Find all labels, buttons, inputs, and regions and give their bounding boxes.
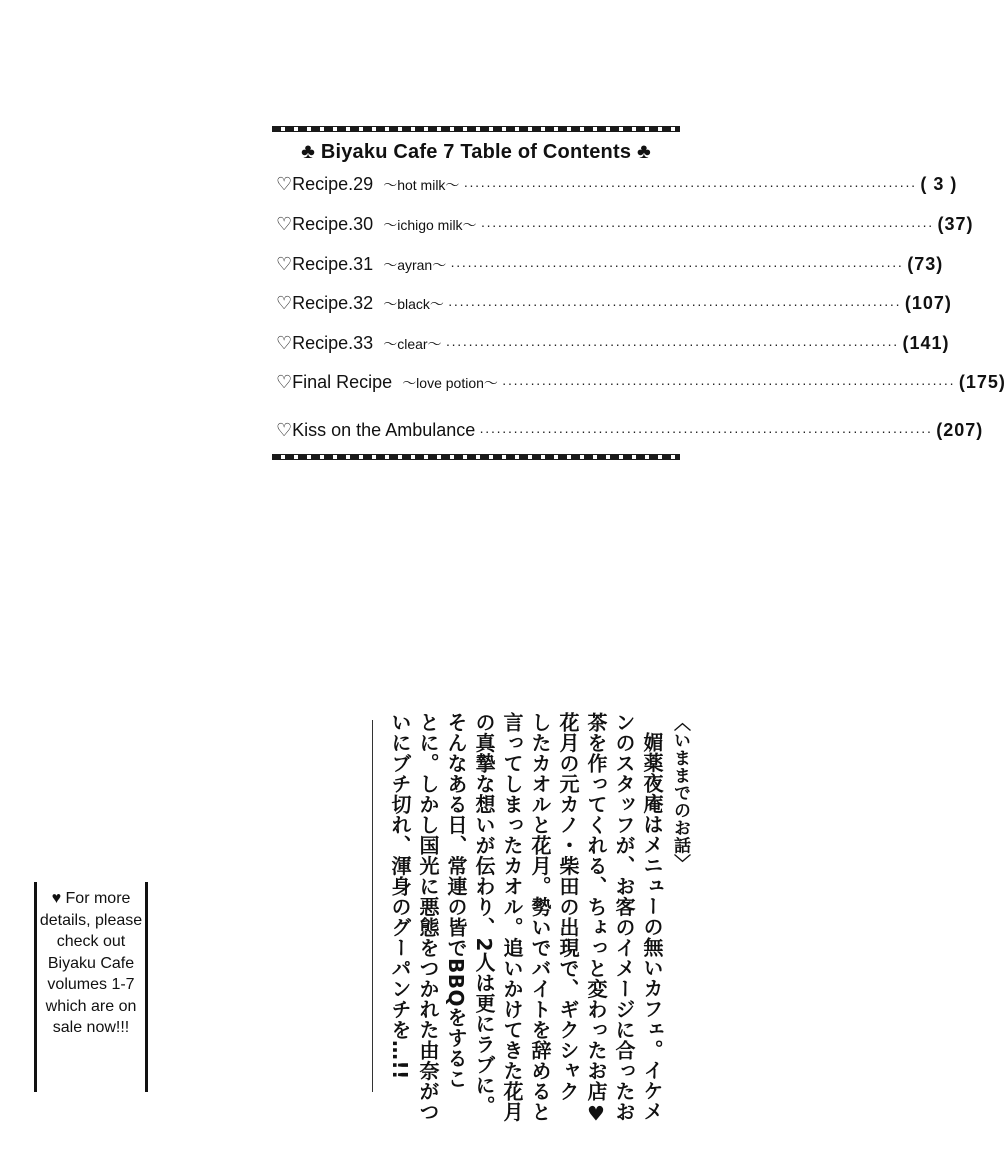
toc-entry-subtitle: 〜ayran〜	[383, 257, 447, 273]
heart-icon: ♡	[276, 254, 293, 274]
toc-entry-subtitle: 〜black〜	[383, 296, 444, 312]
toc-entry-page: (37)	[937, 214, 974, 234]
heart-icon: ♡	[276, 214, 293, 234]
toc-entry-subtitle: 〜clear〜	[383, 336, 442, 352]
toc-entry-leader-dots: ················································································	[501, 375, 955, 391]
table-of-contents	[272, 124, 1006, 462]
toc-entry-leader-dots: ················································································	[450, 257, 904, 273]
toc-entry-leader-dots: ················································································	[463, 177, 917, 193]
toc-entry-page: (141)	[902, 333, 950, 353]
synopsis-column: 茶を作ってくれる、ちょっと変わったお店♥	[584, 712, 608, 1126]
synopsis-column: 言ってしまったカオル。追いかけてきた花月	[500, 712, 524, 1122]
synopsis-column: の真摯な想いが伝わり、2人は更にラブに。	[472, 712, 496, 1116]
note-left-bar	[34, 882, 37, 1092]
toc-entry	[276, 293, 952, 319]
note-box	[34, 882, 148, 1092]
heart-icon: ♡	[276, 174, 293, 194]
synopsis-divider	[372, 720, 373, 1092]
toc-entry-subtitle: 〜ichigo milk〜	[383, 217, 477, 233]
heart-icon: ♡	[276, 293, 293, 313]
toc-entry-label: Recipe.30	[292, 214, 374, 234]
synopsis-column: 媚薬夜庵はメニューの無いカフェ。イケメ	[640, 732, 664, 1122]
toc-entry-page: ( 3 )	[920, 174, 958, 194]
heart-icon: ♡	[276, 333, 293, 353]
synopsis-column: そんなある日、常連の皆でBBQをするこ	[444, 712, 468, 1089]
toc-entry	[276, 214, 974, 240]
toc-title-text: Biyaku Cafe 7 Table of Contents	[320, 141, 632, 163]
toc-entry-label: Recipe.29	[292, 174, 374, 194]
note-right-bar	[145, 882, 148, 1092]
toc-entry-label: Recipe.31	[292, 254, 374, 274]
club-icon: ♣	[301, 140, 316, 163]
toc-top-rule	[272, 126, 680, 132]
toc-title	[272, 140, 680, 164]
toc-entry-label: Final Recipe	[292, 372, 393, 392]
toc-entry-label: Recipe.32	[292, 293, 374, 313]
toc-entry-page: (207)	[936, 420, 984, 440]
toc-entry	[276, 254, 944, 280]
toc-entry-page: (175)	[958, 372, 1006, 392]
synopsis-column: いにブチ切れ、渾身のグーパンチを…!!	[388, 712, 412, 1080]
toc-entry-page: (73)	[907, 254, 944, 274]
synopsis-column: 花月の元カノ・柴田の出現で、ギクシャク	[556, 712, 580, 1102]
club-icon: ♣	[636, 140, 651, 163]
toc-entry-subtitle: 〜love potion〜	[402, 375, 498, 391]
toc-entry-leader-dots: ················································································	[445, 336, 899, 352]
heart-icon: ♡	[276, 420, 293, 440]
note-text: ♥ For more details, please check out Biyaku Cafe volumes 1-7 which are on sale now!!!	[39, 890, 143, 1036]
toc-entry-label: Recipe.33	[292, 333, 374, 353]
toc-entry-label: Kiss on the Ambulance	[292, 420, 476, 440]
toc-entry-leader-dots: ················································································	[479, 423, 933, 439]
toc-entry	[276, 420, 984, 446]
toc-entry-subtitle: 〜hot milk〜	[383, 177, 460, 193]
toc-bottom-rule	[272, 454, 680, 460]
synopsis-column: したカオルと花月。勢いでバイトを辞めると	[528, 712, 552, 1122]
synopsis-heading: 〈いままでのお話〉	[670, 714, 690, 872]
toc-entry	[276, 372, 1006, 398]
heart-icon: ♡	[276, 372, 293, 392]
synopsis-column: とに。しかし国光に悪態をつかれた由奈がつ	[416, 712, 440, 1122]
toc-entry-page: (107)	[904, 293, 952, 313]
toc-entry-leader-dots: ················································································	[447, 296, 901, 312]
story-synopsis	[372, 712, 692, 1126]
toc-entry-leader-dots: ················································································	[480, 217, 934, 233]
toc-entry	[276, 333, 950, 359]
toc-entry	[276, 174, 958, 200]
synopsis-column: ンのスタッフが、お客のイメージに合ったお	[612, 712, 636, 1122]
